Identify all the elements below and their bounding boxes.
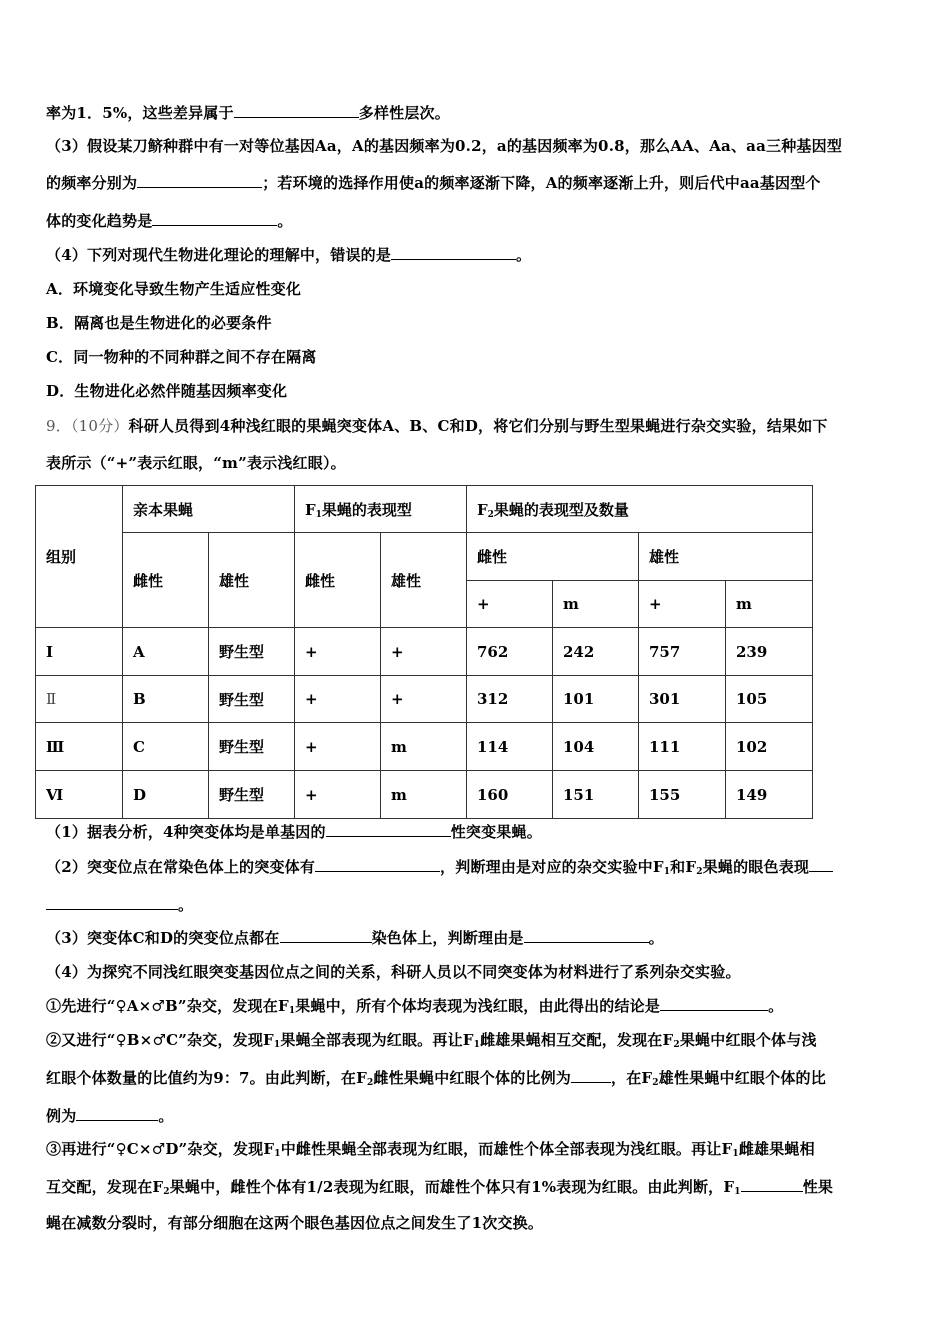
- header-f2-female-m: m: [553, 581, 639, 628]
- cell-f2-female-m: 104: [553, 723, 639, 771]
- header-group: 组别: [36, 486, 123, 628]
- answer-blank[interactable]: [315, 857, 440, 872]
- header-f2-male-m: m: [726, 581, 813, 628]
- results-table: [35, 485, 813, 819]
- header-parent-male: 雄性: [209, 533, 295, 628]
- cell-group: Ⅲ: [36, 723, 123, 771]
- header-f1-female: 雌性: [295, 533, 381, 628]
- option-d: D．生物进化必然伴随基因频率变化: [46, 382, 288, 400]
- cell-f2-male-m: 149: [726, 771, 813, 819]
- cell-group: Ⅵ: [36, 771, 123, 819]
- cell-male-parent: 野生型: [209, 723, 295, 771]
- cell-f2-male-m: 105: [726, 676, 813, 723]
- cell-male-parent: 野生型: [209, 628, 295, 676]
- answer-blank[interactable]: [524, 928, 649, 943]
- cell-f1-female: +: [295, 628, 381, 676]
- cell-female-parent: B: [123, 676, 209, 723]
- cell-f2-female-m: 242: [553, 628, 639, 676]
- cell-f2-female-m: 101: [553, 676, 639, 723]
- header-f1: $F_1$果蝇的表现型: [295, 486, 467, 533]
- answer-blank[interactable]: [809, 857, 833, 872]
- cell-f1-female: +: [295, 723, 381, 771]
- q3-line3: 体的变化趋势是 。: [46, 212, 293, 230]
- header-f2-female-plus: +: [467, 581, 553, 628]
- cell-group: Ⅱ: [36, 676, 123, 723]
- cell-male-parent: 野生型: [209, 771, 295, 819]
- cell-f2-male-plus: 301: [639, 676, 726, 723]
- sub-question-2-cont: 。: [46, 895, 193, 915]
- q3-line2: 的频率分别为 ；若环境的选择作用使a的频率逐渐下降，A的频率逐渐上升，则后代中aa基因型个: [46, 174, 821, 192]
- table-row: [36, 676, 813, 723]
- table-row: [36, 628, 813, 676]
- option-a: A．环境变化导致生物产生适应性变化: [46, 280, 302, 298]
- header-f2-male: 雄性: [639, 533, 813, 581]
- cell-f1-male: m: [381, 723, 467, 771]
- q4-stem: （4）下列对现代生物进化理论的理解中，错误的是 。: [46, 246, 532, 264]
- answer-blank[interactable]: [326, 822, 451, 837]
- header-parents: 亲本果蝇: [123, 486, 295, 533]
- table-row: [36, 771, 813, 819]
- option-c: C．同一物种的不同种群之间不存在隔离: [46, 348, 317, 366]
- experiment-2-line3: 例为 。: [46, 1107, 174, 1125]
- experiment-3-line1: ③再进行“♀C×♂D”杂交，发现$F_1$中雌性果蝇全部表现为红眼，而雄性个体全部表现为浅红眼。再让$F_1$雌雄果蝇相: [46, 1140, 815, 1159]
- answer-blank[interactable]: [76, 1106, 158, 1121]
- q3-line1: （3）假设某刀鲚种群中有一对等位基因Aa，A的基因频率为0.2，a的基因频率为0.8，那么AA、Aa、aa三种基因型: [46, 137, 843, 155]
- experiment-3-line2: 互交配，发现在$F_2$果蝇中，雌性个体有1/2表现为红眼，而雄性个体只有1%表现为红眼。由此判断，$F_1$ 性果: [46, 1178, 834, 1197]
- cell-f2-male-m: 239: [726, 628, 813, 676]
- cell-f2-female-plus: 762: [467, 628, 553, 676]
- experiment-1: ①先进行“♀A×♂B”杂交，发现在$F_1$果蝇中，所有个体均表现为浅红眼，由此得出的结论是 。: [46, 997, 784, 1016]
- header-f2-female: 雌性: [467, 533, 639, 581]
- cell-female-parent: D: [123, 771, 209, 819]
- cell-f2-female-plus: 312: [467, 676, 553, 723]
- cell-f1-female: +: [295, 676, 381, 723]
- cell-f2-male-plus: 111: [639, 723, 726, 771]
- cell-f2-male-plus: 155: [639, 771, 726, 819]
- header-f2: $F_2$果蝇的表现型及数量: [467, 486, 813, 533]
- cell-group: I: [36, 628, 123, 676]
- cell-f1-female: +: [295, 771, 381, 819]
- answer-blank[interactable]: [46, 895, 178, 910]
- answer-blank[interactable]: [391, 245, 516, 260]
- cell-f2-female-plus: 114: [467, 723, 553, 771]
- answer-blank[interactable]: [741, 1177, 803, 1192]
- answer-blank[interactable]: [152, 211, 277, 226]
- cell-f2-male-plus: 757: [639, 628, 726, 676]
- cell-f1-male: +: [381, 676, 467, 723]
- sub-question-1: （1）据表分析，4种突变体均是单基因的 性突变果蝇。: [46, 823, 542, 841]
- question-number: 9．（10分）: [46, 417, 129, 435]
- header-f2-male-plus: +: [639, 581, 726, 628]
- header-f1-male: 雄性: [381, 533, 467, 628]
- cell-f1-male: m: [381, 771, 467, 819]
- cell-f1-male: +: [381, 628, 467, 676]
- cell-female-parent: A: [123, 628, 209, 676]
- option-b: B．隔离也是生物进化的必要条件: [46, 314, 272, 332]
- sub-question-3: （3）突变体C和D的突变位点都在 染色体上，判断理由是 。: [46, 929, 664, 947]
- answer-blank[interactable]: [660, 996, 768, 1011]
- header-parent-female: 雌性: [123, 533, 209, 628]
- q9-stem-line2: 表所示（“+”表示红眼，“m”表示浅红眼）。: [46, 454, 346, 472]
- cell-female-parent: C: [123, 723, 209, 771]
- answer-blank[interactable]: [137, 173, 262, 188]
- cell-f2-female-plus: 160: [467, 771, 553, 819]
- table-row: [36, 723, 813, 771]
- text-line: 率为1．5%，这些差异属于 多样性层次。: [46, 104, 450, 122]
- sub-question-2: （2）突变位点在常染色体上的突变体有 ，判断理由是对应的杂交实验中$F_1$和$F_2$果蝇的眼色表现: [46, 857, 833, 882]
- experiment-3-line3: 蝇在减数分裂时，有部分细胞在这两个眼色基因位点之间发生了1次交换。: [46, 1214, 544, 1232]
- cell-f2-male-m: 102: [726, 723, 813, 771]
- cell-f2-female-m: 151: [553, 771, 639, 819]
- sub-question-4: （4）为探究不同浅红眼突变基因位点之间的关系，科研人员以不同突变体为材料进行了系列杂交实验。: [46, 963, 741, 981]
- cell-male-parent: 野生型: [209, 676, 295, 723]
- q9-stem-line1: 9．（10分）科研人员得到4种浅红眼的果蝇突变体A、B、C和D，将它们分别与野生型果蝇进行杂交实验，结果如下: [46, 417, 828, 435]
- answer-blank[interactable]: [571, 1068, 611, 1083]
- experiment-2-line2: 红眼个体数量的比值约为9：7。由此判断，在$F_2$雌性果蝇中红眼个体的比例为 ，在$F_2$雄性果蝇中红眼个体的比: [46, 1069, 826, 1088]
- answer-blank[interactable]: [280, 928, 372, 943]
- answer-blank[interactable]: [234, 103, 359, 118]
- experiment-2-line1: ②又进行“♀B×♂C”杂交，发现$F_1$果蝇全部表现为红眼。再让$F_1$雌雄果蝇相互交配，发现在$F_2$果蝇中红眼个体与浅: [46, 1031, 817, 1050]
